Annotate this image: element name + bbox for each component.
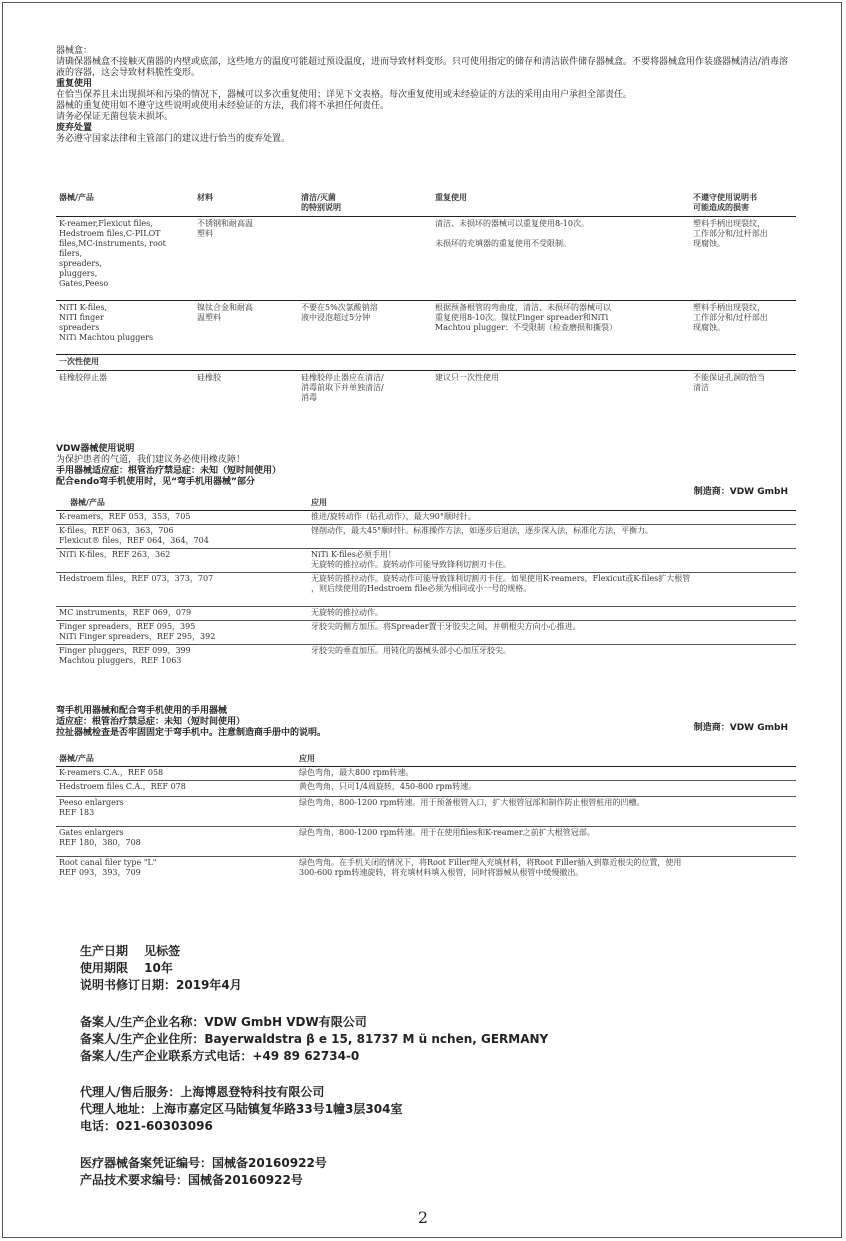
company-address: 备案人/生产企业住所：Bayerwaldstra β e 15, 81737 M ü nchen, GERMANY — [80, 1032, 549, 1046]
production-date: 生产日期 见标签 — [80, 944, 181, 958]
table-cell: K-reamers C.A.，REF 058 — [56, 767, 296, 781]
table-cell: NiTI K-files, NiTI finger spreaders NiTi Machtou pluggers — [56, 301, 194, 355]
table-cell: Peeso enlargers REF 183 — [56, 797, 296, 827]
contra-table — [56, 753, 796, 880]
contra-table-header — [56, 753, 796, 767]
tech-requirement-number: 产品技术要求编号：国械备20160922号 — [80, 1173, 303, 1187]
table-row — [56, 645, 796, 669]
hand-line-1: 为保护患者的气道，我们建议务必使用橡皮障！ — [56, 455, 246, 465]
table-row — [56, 621, 796, 645]
table-cell: 根据预备根管的弯曲度，清洁、未损坏的器械可以 重复使用8-10次。镍钛Finger spreader和NiTi Machtou plugger：不受限制（检查磨损和撕裂） — [432, 301, 690, 355]
hand-table — [56, 497, 796, 668]
table-cell: Finger spreaders，REF 095，395 NiTi Finger spreaders，REF 295，392 — [56, 621, 308, 645]
contra-angle-section — [56, 706, 796, 880]
table-cell: 建议只一次性使用 — [435, 373, 499, 382]
reuse-title: 重复使用 — [56, 79, 93, 89]
reuse-table — [56, 191, 796, 406]
table-cell: K-reamer,Flexicut files, Hedstroem files,C-PILOT files,MC-instruments, root filers, spreaders, pluggers, Gates,Peeso — [56, 217, 194, 301]
registration-block — [80, 1155, 327, 1189]
table-row — [56, 217, 796, 301]
table-cell: 绿色弯角，800-1200 rpm转速。用于预备根管入口，扩大根管冠部和制作防止根管桩用的凹槽。 — [296, 797, 796, 827]
contra-header-cell: 器械/产品 — [56, 753, 296, 767]
table-cell: Finger pluggers，REF 099，399 Machtou pluggers，REF 1063 — [59, 646, 191, 665]
hand-instruments-section — [56, 444, 796, 668]
table-cell: 黄色弯角，只可1/4周旋转，450-800 rpm转速。 — [296, 781, 796, 797]
table-row — [56, 857, 796, 881]
contra-line-2: 适应症：根管治疗禁忌症：未知（短时间使用） — [56, 717, 246, 727]
table-cell: 清洁、未损坏的器械可以重复使用8-10次。 未损坏的充填器的重复使用不受限制。 — [432, 217, 690, 301]
contra-line-1: 弯手机用器械和配合弯手机使用的手用器械 — [56, 706, 228, 716]
table-row — [56, 767, 796, 781]
table-cell: 锉削动作，最大45°顺时针。标准操作方法，如逐步后退法，逐步深入法，标准化方法，平衡力。 — [308, 525, 796, 549]
use-period: 使用期限 10年 — [80, 961, 173, 975]
hand-table-header — [56, 497, 796, 511]
table-cell: 不要在5%次氯酸钠溶 液中浸泡超过5分钟 — [298, 301, 432, 355]
table-cell: 牙胶尖的垂直加压。用钝化的器械头部小心加压牙胶尖。 — [311, 646, 511, 655]
table-cell: 绿色弯角，800-1200 rpm转速。用于在使用files和K-reamer之前扩大根管冠部。 — [296, 827, 796, 857]
table-row — [56, 549, 796, 573]
table-cell: 牙胶尖的侧方加压。将Spreader置于牙胶尖之间，并朝根尖方向小心推进。 — [308, 621, 796, 645]
table-row — [56, 797, 796, 827]
table-cell: 绿色弯角，最大800 rpm转速。 — [296, 767, 796, 781]
intro-section — [56, 46, 796, 145]
reuse-text-3: 请务必保证无菌包装未损坏。 — [56, 112, 174, 122]
hand-header-cell: 器械/产品 — [56, 497, 308, 511]
table-cell: NiTi K-files，REF 263，362 — [56, 549, 308, 573]
table-cell: 无旋转的推拉动作。旋转动作可能导致锋利切割刃卡住。如果使用K-reamers，Flexicut或K-files扩大根管 ，则后续使用的Hedstroem file必须为相同或小一号的规格。 — [308, 573, 796, 607]
agent-name: 代理人/售后服务：上海博恩登特科技有限公司 — [80, 1085, 325, 1099]
table-cell: 不锈钢和耐高温 塑料 — [194, 217, 298, 301]
revision-date: 说明书修订日期：2019年4月 — [80, 978, 242, 992]
agent-block — [80, 1084, 402, 1135]
disposal-text: 务必遵守国家法律和主管部门的建议进行恰当的废弃处置。 — [56, 134, 291, 144]
reuse-table-section — [56, 191, 796, 406]
hand-manufacturer: 制造商：VDW GmbH — [693, 487, 788, 497]
table-cell: K-files，REF 063，363，706 Flexicut® files，REF 064，364，704 — [56, 525, 308, 549]
page-number: 2 — [417, 1208, 429, 1227]
reuse-header-cell: 材料 — [194, 191, 298, 217]
table-row — [56, 511, 796, 525]
company-block — [80, 1014, 548, 1065]
reuse-table-header — [56, 191, 796, 217]
table-row — [56, 525, 796, 549]
agent-address: 代理人地址：上海市嘉定区马陆镇复华路33号1幢3层304室 — [80, 1102, 403, 1116]
table-cell: 绿色弯角。在手机关闭的情况下，将Root Filler埋入充填材料，将Root Filler插入到靠近根尖的位置，使用 300-600 rpm转速旋转，将充填材料填入根管，同时将器械从根管中缓慢撤出。 — [299, 858, 682, 877]
reuse-header-cell: 器械/产品 — [56, 191, 194, 217]
table-cell: Hedstroem files，REF 073，373，707 — [56, 573, 308, 607]
table-row — [56, 573, 796, 607]
hand-header-cell: 应用 — [308, 497, 796, 511]
contra-header-cell: 应用 — [296, 753, 796, 767]
disposal-title: 废弃处置 — [56, 123, 93, 133]
table-cell: Hedstroem files C.A.，REF 078 — [56, 781, 296, 797]
table-cell: NiTi K-files必须手用！ 无旋转的推拉动作。旋转动作可能导致锋利切割刃卡住。 — [308, 549, 796, 573]
table-cell: 不能保证孔洞的恰当 清洁 — [693, 373, 765, 392]
reuse-text-2: 器械的重复使用如不遵守这些说明或使用未经验证的方法，我们将不承担任何责任。 — [56, 101, 390, 111]
reuse-text-1: 在恰当保养且未出现损坏和污染的情况下，器械可以多次重复使用；详见下文表格。每次重复使用或未经验证的方法的采用由用户承担全部责任。 — [56, 90, 633, 100]
table-cell: 无旋转的推拉动作。 — [308, 607, 796, 621]
table-row — [56, 301, 796, 355]
hand-line-3: 配合endo弯手机使用时，见“弯手机用器械”部分 — [56, 477, 255, 487]
table-cell: Gates enlargers REF 180，380，708 — [56, 827, 296, 857]
date-block — [80, 943, 242, 994]
single-use-label: 一次性使用 — [56, 355, 796, 371]
hand-title: VDW器械使用说明 — [56, 444, 135, 454]
table-cell: 塑料手柄出现裂纹， 工作部分和/过杆部出 现腐蚀。 — [690, 217, 796, 301]
company-name: 备案人/生产企业名称：VDW GmbH VDW有限公司 — [80, 1015, 367, 1029]
table-cell: 硅橡胶停止器应在清洁/ 消毒前取下并单独清洁/ 消毒 — [301, 373, 384, 402]
table-cell: 推进/旋转动作（钻孔动作），最大90°顺时针。 — [308, 511, 796, 525]
table-cell: K-reamers，REF 053，353，705 — [56, 511, 308, 525]
contra-manufacturer: 制造商：VDW GmbH — [693, 723, 788, 733]
table-cell: 镍钛合金和耐高 温塑料 — [194, 301, 298, 355]
table-row — [56, 781, 796, 797]
reuse-header-cell: 重复使用 — [432, 191, 690, 217]
single-use-row — [56, 355, 796, 371]
reuse-header-cell: 不遵守使用说明书 可能造成的损害 — [690, 191, 796, 217]
table-cell: MC instruments，REF 069，079 — [56, 607, 308, 621]
hand-line-2: 手用器械适应症：根管治疗禁忌症：未知（短时间使用） — [56, 466, 282, 476]
agent-phone: 电话：021-60303096 — [80, 1119, 213, 1133]
contra-line-3: 拉扯器械检查是否牢固固定于弯手机中。注意制造商手册中的说明。 — [56, 728, 327, 738]
box-title: 器械盒： — [56, 46, 93, 56]
reuse-header-cell: 清洁/灭菌 的特别说明 — [298, 191, 432, 217]
box-text: 请确保器械盒不接触灭菌器的内壁或底部，这些地方的温度可能超过预设温度，进而导致材料变形。只可使用指定的储存和清洁嵌件储存器械盒。不要将器械盒用作装盛器械清洁/消毒溶液的容器，这会导致材料脆性变形。 — [56, 57, 789, 78]
company-phone: 备案人/生产企业联系方式电话：+49 89 62734-0 — [80, 1049, 360, 1063]
table-cell: 硅橡胶 — [197, 373, 221, 382]
table-row — [56, 607, 796, 621]
table-cell: 塑料手柄出现裂纹， 工作部分和/过杆部出 现腐蚀。 — [690, 301, 796, 355]
table-row — [56, 827, 796, 857]
registration-number: 医疗器械备案凭证编号：国械备20160922号 — [80, 1156, 327, 1170]
table-cell: Root canal filer type "L" REF 093，393，709 — [59, 858, 157, 877]
table-row — [56, 371, 796, 407]
table-cell: 硅橡胶停止器 — [59, 373, 107, 382]
table-cell — [298, 217, 432, 301]
